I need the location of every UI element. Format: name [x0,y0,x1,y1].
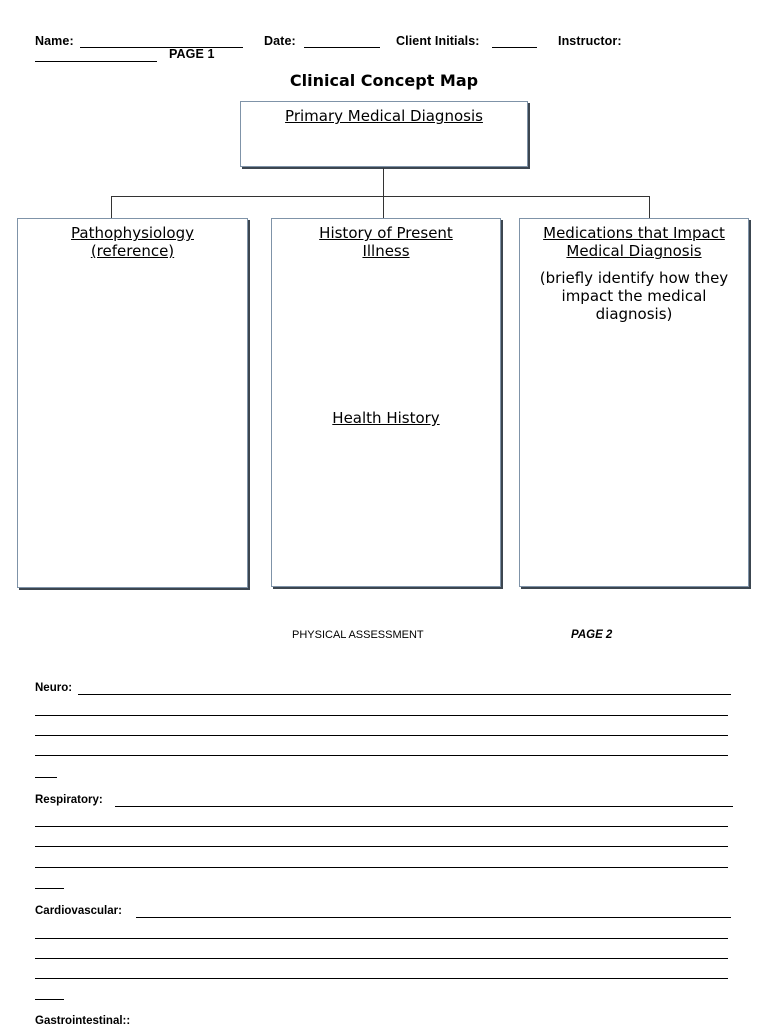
primary-diagnosis-box[interactable] [240,101,528,167]
connector-vertical-main [383,168,384,196]
health-history-label: Health History [332,409,440,427]
name-field[interactable] [80,47,243,48]
neuro-line[interactable] [35,735,728,736]
neuro-label: Neuro: [35,682,73,694]
connector-right [649,196,650,218]
client-initials-label: Client Initials: [396,34,480,48]
cardiovascular-label: Cardiovascular: [35,905,122,917]
neuro-line[interactable] [35,755,728,756]
instructor-field[interactable] [35,61,157,62]
cardiovascular-line[interactable] [35,958,728,959]
primary-diagnosis-label: Primary Medical Diagnosis [285,107,483,125]
cardiovascular-line[interactable] [35,938,728,939]
concept-map-title: Clinical Concept Map [289,71,479,90]
neuro-line[interactable] [35,777,57,778]
respiratory-line[interactable] [115,806,733,807]
respiratory-line[interactable] [35,867,728,868]
connector-horizontal [111,196,650,197]
gastrointestinal-label: Gastrointestinal:: [35,1015,131,1027]
respiratory-line[interactable] [35,846,728,847]
respiratory-line[interactable] [35,888,64,889]
medications-label: Medications that Impact Medical Diagnosis [543,224,725,260]
instructor-label: Instructor: [558,34,622,48]
cardiovascular-line[interactable] [35,978,728,979]
connector-center [383,196,384,218]
pathophysiology-box[interactable] [17,218,248,588]
history-label: History of Present Illness [319,224,453,260]
medications-note: (briefly identify how they impact the medical diagnosis) [539,269,729,323]
physical-assessment-title: PHYSICAL ASSESSMENT [292,629,424,641]
page2-label: PAGE 2 [571,629,613,641]
cardiovascular-line[interactable] [136,917,731,918]
respiratory-line[interactable] [35,826,728,827]
neuro-line[interactable] [35,715,728,716]
neuro-line[interactable] [78,694,731,695]
date-label: Date: [264,34,296,48]
page1-label: PAGE 1 [169,47,215,61]
respiratory-label: Respiratory: [35,794,103,806]
client-initials-field[interactable] [492,47,537,48]
pathophysiology-label: Pathophysiology (reference) [71,224,194,260]
cardiovascular-line[interactable] [35,999,64,1000]
connector-left [111,196,112,218]
date-field[interactable] [304,47,380,48]
medications-box[interactable] [519,218,749,587]
name-label: Name: [35,34,74,48]
history-box[interactable] [271,218,501,587]
